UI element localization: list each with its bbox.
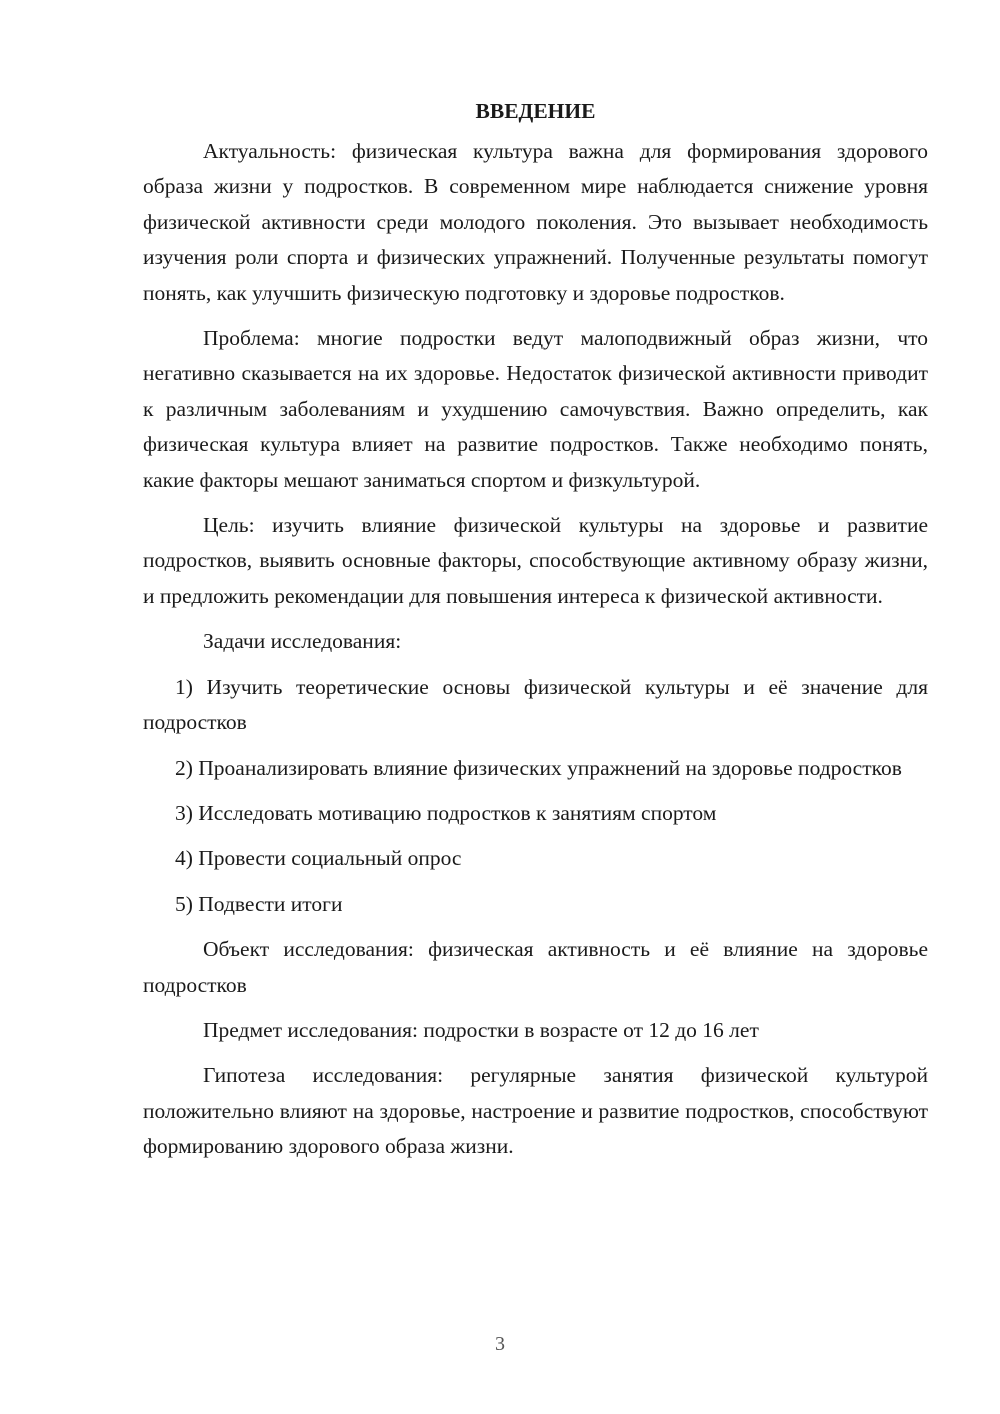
task-item: 3) Исследовать мотивацию подростков к занятиям спортом: [175, 800, 717, 825]
tasks-heading: Задачи исследования:: [203, 629, 402, 654]
document-page: [143, 96, 928, 1175]
document-title: ВВЕДЕНИЕ: [475, 99, 596, 123]
research-subject-paragraph: Предмет исследования: подростки в возрасте от 12 до 16 лет: [203, 1017, 759, 1042]
task-item: 4) Провести социальный опрос: [175, 846, 462, 871]
task-item: 2) Проанализировать влияние физических упражнений на здоровье подростков: [175, 755, 902, 780]
task-item: 1) Изучить теоретические основы физической культуры и её значение для подростков: [143, 674, 928, 735]
research-object-paragraph: Объект исследования: физическая активность и её влияние на здоровье подростков: [143, 937, 928, 997]
goal-paragraph: Цель: изучить влияние физической культуры на здоровье и развитие подростков, выявить основные факторы, способствующие активному образу жизни, и предложить рекомендации для повышения интереса к физической активности.: [143, 513, 928, 608]
problem-paragraph: Проблема: многие подростки ведут малоподвижный образ жизни, что негативно сказывается на их здоровье. Недостаток физической активности приводит к различным заболеваниям и ухудшению самочувствия. Важно определить, как физическая культура влияет на развитие подростков. Также необходимо понять, какие факторы мешают заниматься спортом и физкультурой.: [143, 326, 928, 492]
relevance-paragraph: Актуальность: физическая культура важна для формирования здорового образа жизни у подростков. В современном мире наблюдается снижение уровня физической активности среди молодого поколения. Это вызывает необходимость изучения роли спорта и физических упражнений. Полученные результаты помогут понять, как улучшить физическую подготовку и здоровье подростков.: [143, 139, 928, 305]
page-number: 3: [495, 1333, 505, 1355]
hypothesis-paragraph: Гипотеза исследования: регулярные занятия физической культурой положительно влияют на здоровье, настроение и развитие подростков, способствуют формированию здорового образа жизни.: [143, 1063, 928, 1159]
task-item: 5) Подвести итоги: [175, 891, 343, 916]
